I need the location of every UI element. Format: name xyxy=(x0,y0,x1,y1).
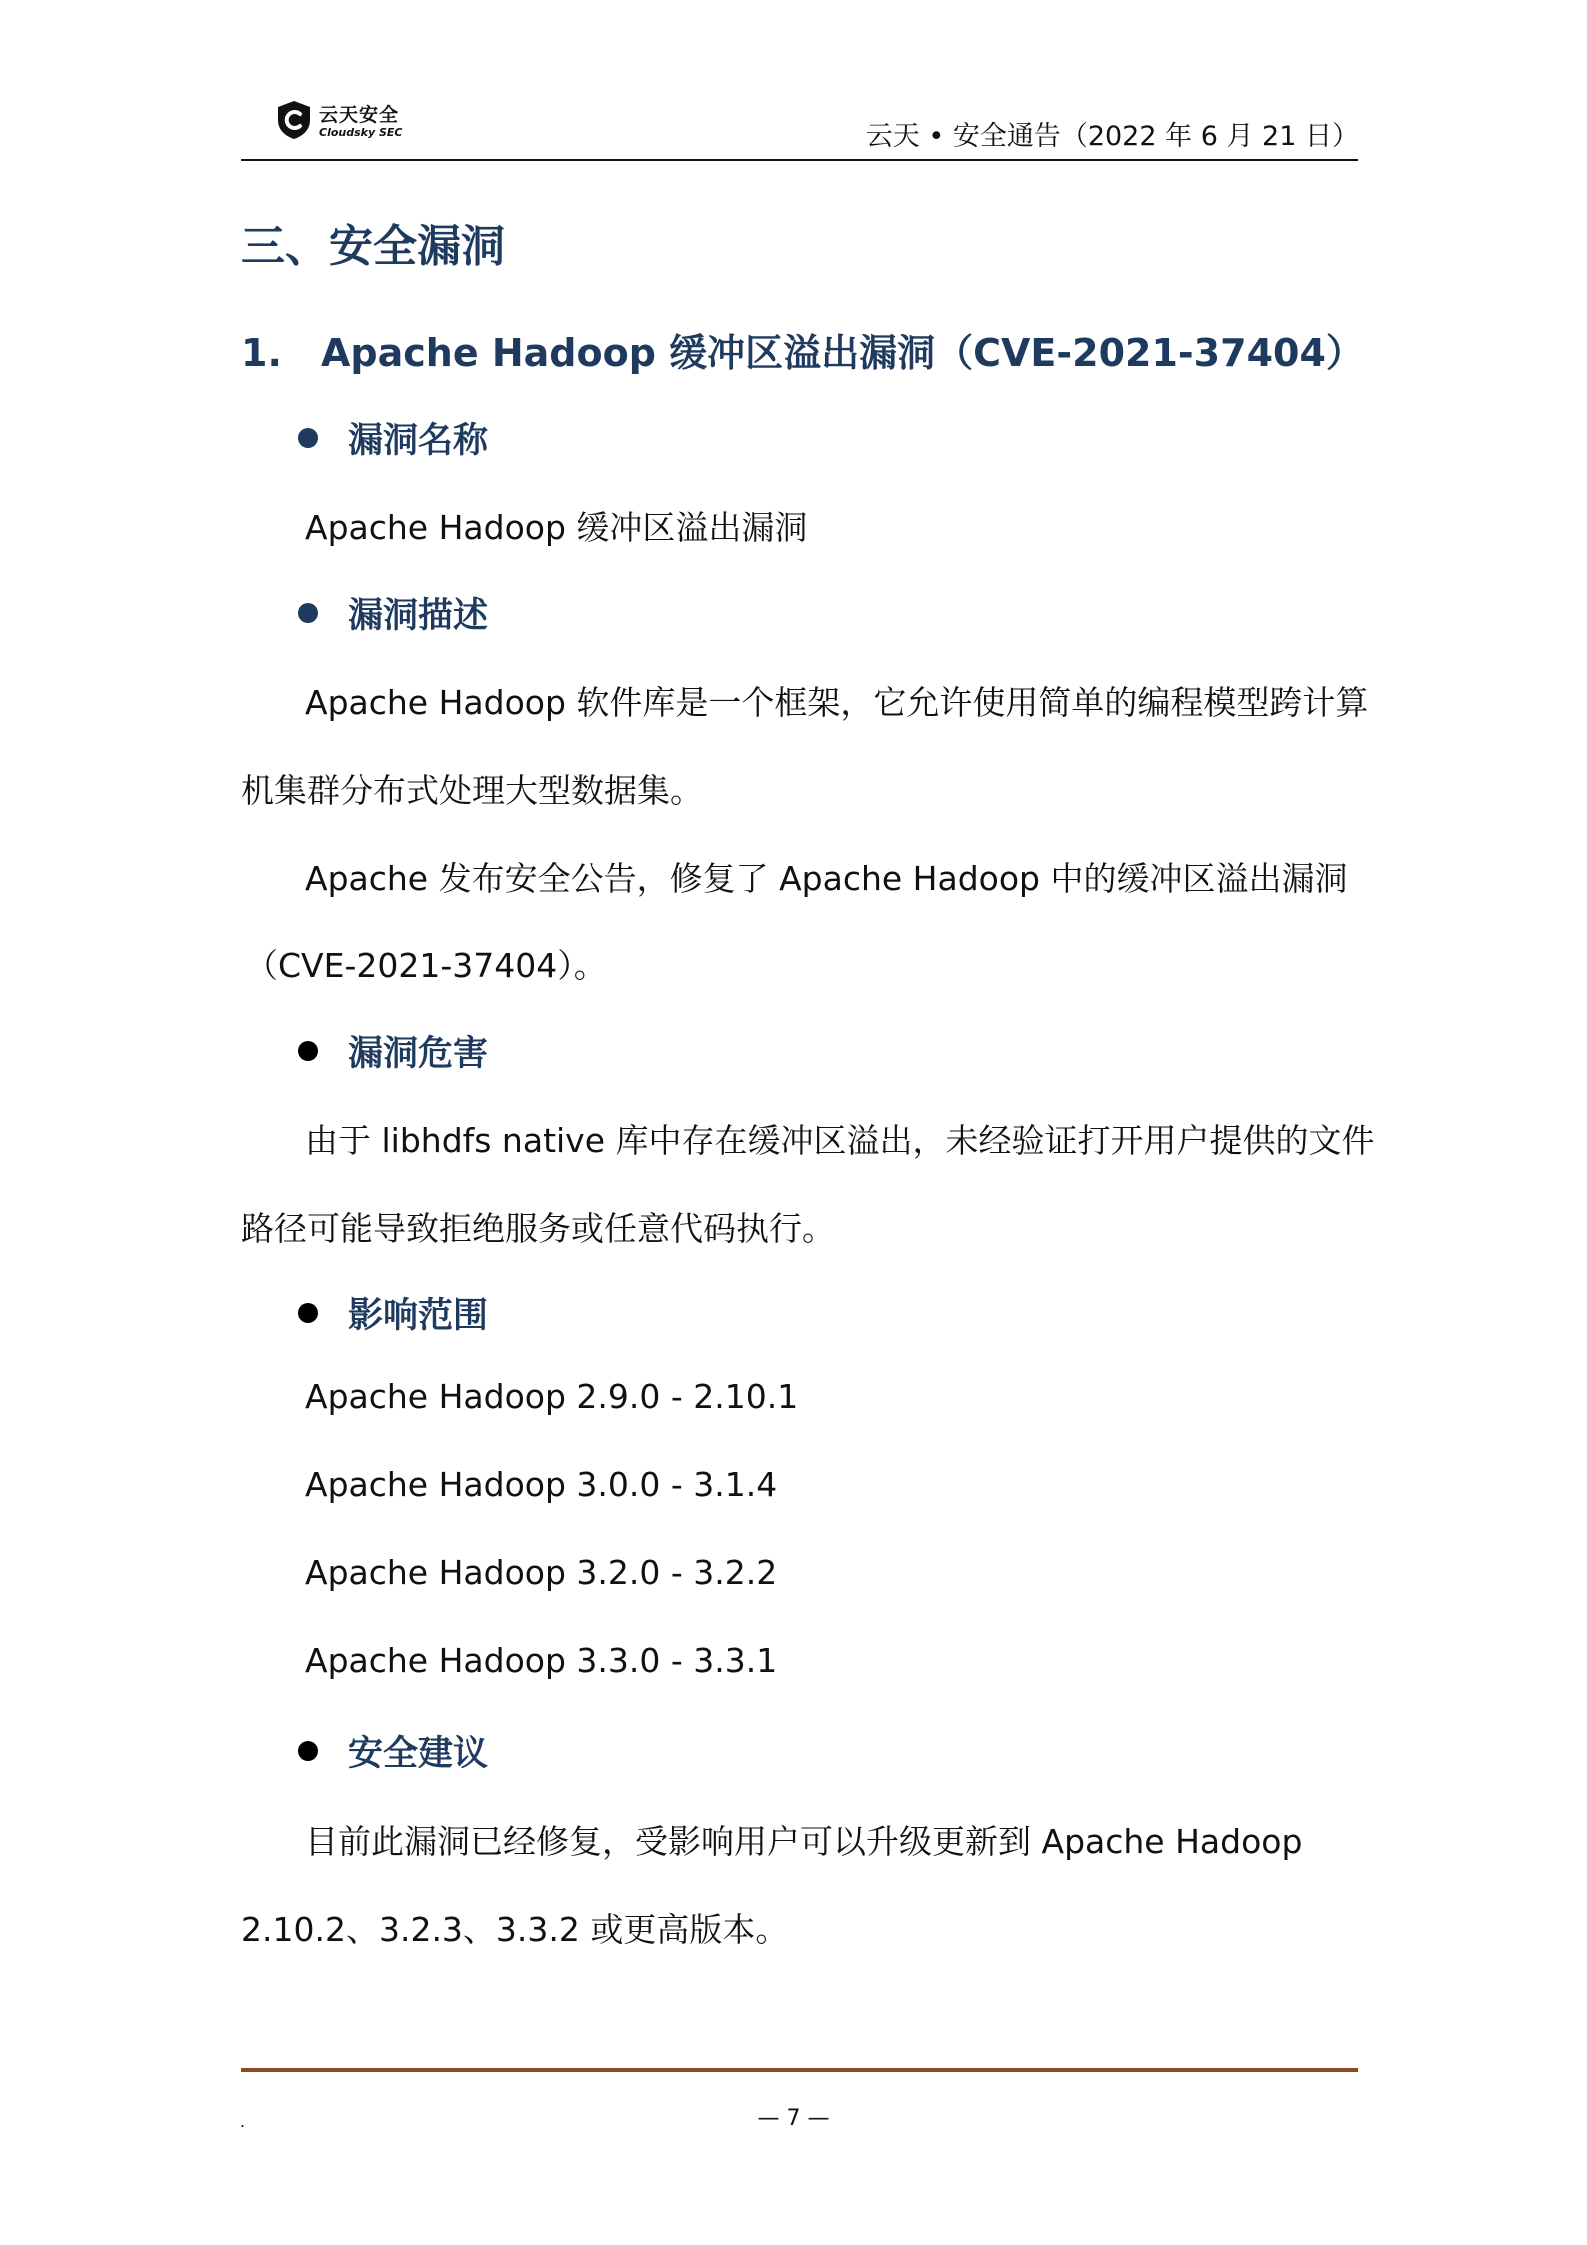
item-heading xyxy=(241,322,1364,377)
section-heading: 三、安全漏洞 xyxy=(241,221,505,272)
advice-heading xyxy=(298,1726,488,1776)
vuln-name-heading-text: 漏洞名称 xyxy=(348,421,489,461)
vuln-name-heading xyxy=(298,413,488,463)
scope-version: Apache Hadoop 2.9.0 - 2.10.1 xyxy=(305,1377,799,1416)
scope-heading xyxy=(298,1288,488,1338)
vuln-name-text: Apache Hadoop 缓冲区溢出漏洞 xyxy=(305,508,808,547)
scope-heading-text: 影响范围 xyxy=(348,1296,489,1336)
header-title: 云天 • 安全通告（2022 年 6 月 21 日） xyxy=(865,121,1359,152)
vuln-desc-p1-line2: 机集群分布式处理大型数据集。 xyxy=(241,771,703,810)
shield-logo-icon xyxy=(275,100,313,140)
scope-version: Apache Hadoop 3.2.0 - 3.2.2 xyxy=(305,1553,778,1592)
advice-line2: 2.10.2、3.2.3、3.3.2 或更高版本。 xyxy=(241,1910,789,1949)
vuln-desc-heading-text: 漏洞描述 xyxy=(348,596,489,636)
vuln-harm-heading-text: 漏洞危害 xyxy=(348,1034,489,1074)
footer-divider xyxy=(241,2068,1358,2072)
scope-version: Apache Hadoop 3.3.0 - 3.3.1 xyxy=(305,1641,778,1680)
vuln-desc-p2-line1: Apache 发布安全公告，修复了 Apache Hadoop 中的缓冲区溢出漏洞 xyxy=(305,859,1348,898)
item-title: Apache Hadoop 缓冲区溢出漏洞（CVE-2021-37404） xyxy=(321,331,1364,375)
advice-line1: 目前此漏洞已经修复，受影响用户可以升级更新到 Apache Hadoop xyxy=(305,1822,1303,1861)
bullet-icon xyxy=(298,603,318,623)
vuln-desc-p1-line1: Apache Hadoop 软件库是一个框架，它允许使用简单的编程模型跨计算 xyxy=(305,683,1369,722)
scope-version: Apache Hadoop 3.0.0 - 3.1.4 xyxy=(305,1465,778,1504)
vuln-harm-line2: 路径可能导致拒绝服务或任意代码执行。 xyxy=(241,1209,835,1248)
page-number: — 7 — xyxy=(757,2106,830,2131)
vuln-harm-heading xyxy=(298,1026,488,1076)
item-number: 1. xyxy=(241,331,282,375)
bullet-icon xyxy=(298,428,318,448)
vuln-desc-p2-line2: （CVE-2021-37404）。 xyxy=(245,946,607,985)
bullet-icon xyxy=(298,1741,318,1761)
company-logo xyxy=(275,100,435,144)
footer-dot: . xyxy=(240,2112,246,2131)
vuln-desc-heading xyxy=(298,588,488,638)
logo-chinese-name: 云天安全 xyxy=(319,104,400,126)
vuln-harm-line1: 由于 libhdfs native 库中存在缓冲区溢出，未经验证打开用户提供的文件 xyxy=(305,1121,1375,1160)
bullet-icon xyxy=(298,1303,318,1323)
advice-heading-text: 安全建议 xyxy=(348,1734,489,1774)
logo-english-name: Cloudsky SEC xyxy=(319,126,403,139)
bullet-icon xyxy=(298,1041,318,1061)
header-divider xyxy=(241,159,1358,161)
